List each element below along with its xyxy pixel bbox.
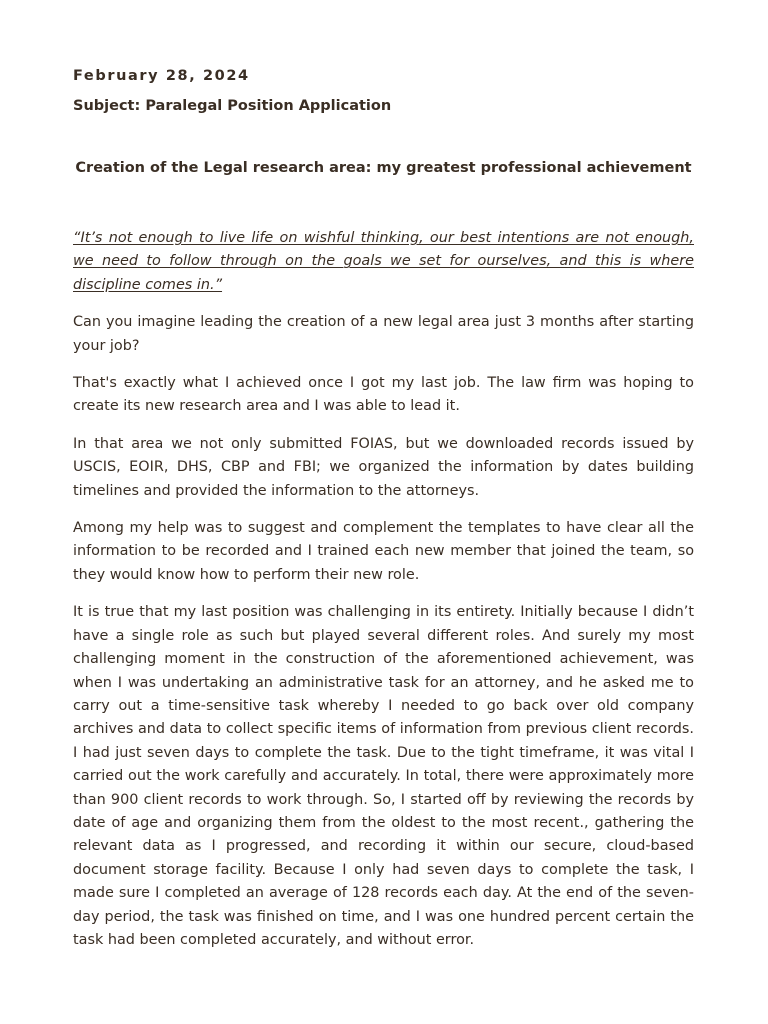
letter-body — [73, 227, 694, 966]
body-paragraph-4: Among my help was to suggest and complement the templates to have clear all the information to be recorded and I trained each new member that joined the team, so they would know how to perform their new role. — [73, 520, 694, 583]
letter-subject: Subject: Paralegal Position Application — [73, 98, 392, 114]
body-paragraph-5: It is true that my last position was challenging in its entirety. Initially because I didn’t have a single role as such but played several different roles. And surely my most challenging moment in the construction of the aforementioned achievement, was when I was undertaking an administrative task for an attorney, and he asked me to carry out a time-sensitive task whereby I needed to go back over old company archives and data to collect specific items of information from previous client records. I had just seven days to complete the task. Due to the tight timeframe, it was vital I carried out the work carefully and accurately. In total, there were approximately more than 900 client records to work through. So, I started off by reviewing the records by date of age and organizing them from the oldest to the most recent., gathering the relevant data as I progressed, and recording it within our secure, cloud-based document storage facility. Because I only had seven days to complete the task, I made sure I completed an average of 128 records each day. At the end of the seven-day period, the task was finished on time, and I was one hundred percent certain the task had been completed accurately, and without error. — [73, 604, 694, 948]
opening-quote: “It’s not enough to live life on wishful thinking, our best intentions are not enough, we need to follow through on the goals we set for ourselves, and this is where discipline comes in.” — [73, 230, 694, 293]
body-paragraph-3: In that area we not only submitted FOIAS, but we downloaded records issued by USCIS, EOIR, DHS, CBP and FBI; we organized the information by dates building timelines and provided the information to the attorneys. — [73, 435, 694, 499]
body-paragraph-1: Can you imagine leading the creation of a new legal area just 3 months after starting your job? — [73, 314, 694, 354]
letter-date: February 28, 2024 — [73, 68, 250, 84]
body-paragraph-2: That's exactly what I achieved once I got my last job. The law firm was hoping to create its new research area and I was able to lead it. — [73, 375, 694, 415]
letter-heading: Creation of the Legal research area: my greatest professional achievement — [75, 160, 692, 176]
